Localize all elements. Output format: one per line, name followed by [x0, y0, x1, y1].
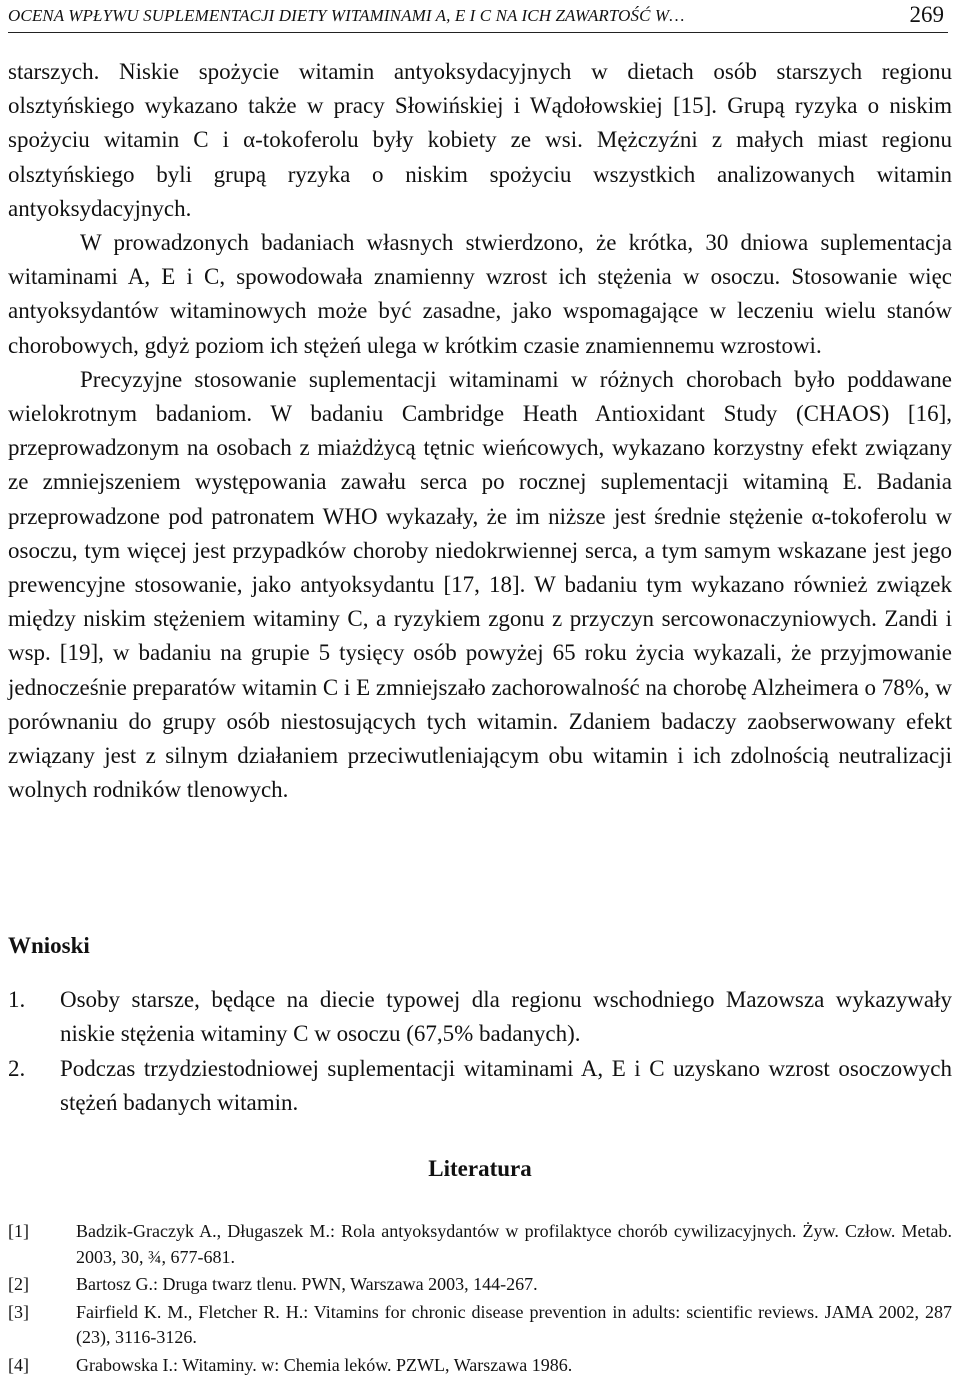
body-text — [8, 55, 952, 807]
reference-item — [8, 1219, 952, 1270]
reference-item — [8, 1272, 952, 1298]
reference-item — [8, 1353, 952, 1379]
paragraph: starszych. Niskie spożycie witamin antyoksydacyjnych w dietach osób starszych regionu olsztyńskiego wykazano także w pracy Słowińskiej i Wądołowskiej [15]. Grupą ryzyka o niskim spożyciu witamin C i α-tokoferolu były kobiety ze wsi. Mężczyźni z małych miast regionu olsztyńskiego byli grupą ryzyka o niskim spożyciu wszystkich analizowanych witamin antyoksydacyjnych. — [8, 59, 952, 221]
reference-text: Bartosz G.: Druga twarz tlenu. PWN, Warszawa 2003, 144-267. — [76, 1274, 538, 1294]
page-number: 269 — [909, 2, 944, 27]
running-header-title: OCENA WPŁYWU SUPLEMENTACJI DIETY WITAMINAMI A, E I C NA ICH ZAWARTOŚĆ W… — [8, 6, 685, 25]
conclusion-number: 2. — [8, 1055, 26, 1081]
conclusion-item — [8, 983, 952, 1052]
section-heading-conclusions: Wnioski — [8, 933, 90, 958]
reference-item — [8, 1300, 952, 1351]
conclusions-list — [8, 983, 952, 1121]
reference-number: [4] — [8, 1354, 29, 1375]
conclusion-item — [8, 1052, 952, 1121]
reference-text: Fairfield K. M., Fletcher R. H.: Vitamins for chronic disease prevention in adults: scientific reviews. JAMA 2002, 287 (23), 3116-3126. — [76, 1301, 952, 1347]
reference-number: [1] — [8, 1221, 29, 1241]
reference-text: Grabowska I.: Witaminy. w: Chemia leków. PZWL, Warszawa 1986. — [76, 1354, 573, 1375]
reference-number: [3] — [8, 1301, 29, 1322]
running-header — [8, 2, 948, 33]
reference-text: Badzik-Graczyk A., Długaszek M.: Rola antyoksydantów w profilaktyce chorób cywilizacyjnych. Żyw. Człow. Metab. 2003, 30, ¾, 677-681. — [76, 1221, 952, 1267]
conclusion-text: Podczas trzydziestodniowej suplementacji witaminami A, E i C uzyskano wzrost osoczowych stężeń badanych witamin. — [60, 1055, 952, 1116]
reference-list — [8, 1219, 952, 1380]
section-heading-literature: Literatura — [428, 1156, 532, 1181]
conclusion-number: 1. — [8, 987, 26, 1012]
reference-number: [2] — [8, 1274, 29, 1294]
conclusion-text: Osoby starsze, będące na diecie typowej dla regionu wschodniego Mazowsza wykazywały niskie stężenia witaminy C w osoczu (67,5% badanych). — [60, 987, 952, 1047]
paragraph: Precyzyjne stosowanie suplementacji witaminami w różnych chorobach było poddawane wielokrotnym badaniom. W badaniu Cambridge Heath Antioxidant Study (CHAOS) [16], przeprowadzonym na osobach z miażdżycą tętnic wieńcowych, wykazano korzystny efekt związany ze zmniejszeniem występowania zawału serca po rocznej suplementacji witaminą E. Badania przeprowadzone pod patronatem WHO wykazały, że im niższe jest średnie stężenie α-tokoferolu w osoczu, tym więcej jest przypadków choroby niedokrwiennej serca, a tym samym wskazane jest jego prewencyjne stosowanie, jako antyoksydantu [17, 18]. W badaniu tym wykazano również związek między niskim stężeniem witaminy C, a ryzykiem zgonu z przyczyn sercowonaczyniowych. Zandi i wsp. [19], w badaniu na grupie 5 tysięcy osób powyżej 65 roku życia wykazali, że przyjmowanie jednocześnie preparatów witamin C i E zmniejszało zachorowalność na chorobę Alzheimera o 78%, w porównaniu do grupy osób niestosujących tych witamin. Zdaniem badaczy zaobserwowany efekt związany jest z silnym działaniem przeciwutleniającym obu witamin i ich zdolnością neutralizacji wolnych rodników tlenowych. — [8, 366, 952, 803]
paragraph: W prowadzonych badaniach własnych stwierdzono, że krótka, 30 dniowa suplementacja witaminami A, E i C, spowodowała znamienny wzrost ich stężenia w osoczu. Stosowanie więc antyoksydantów witaminowych może być zasadne, jako wspomagające w leczeniu wielu stanów chorobowych, gdyż poziom ich stężeń ulega w krótkim czasie znamiennemu wzrostowi. — [8, 230, 952, 358]
